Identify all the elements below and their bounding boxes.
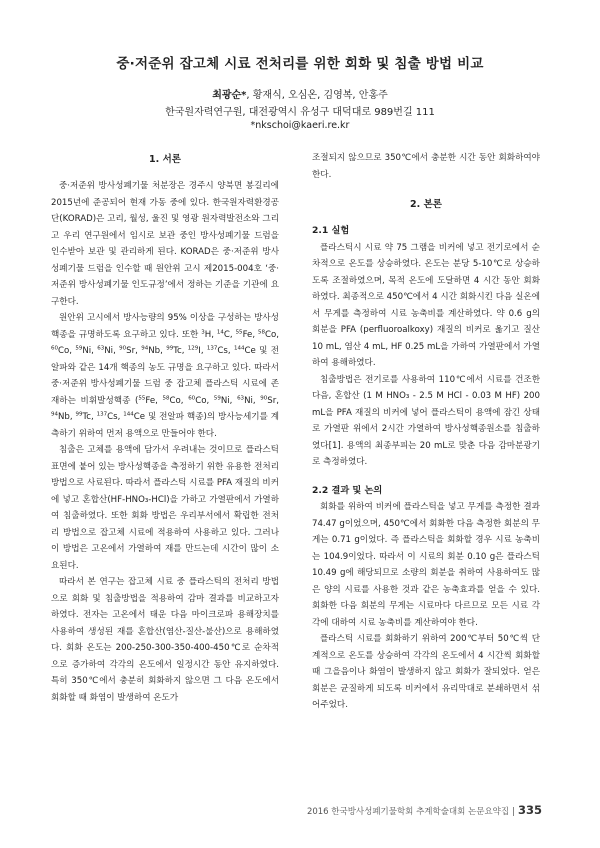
intro-paragraph-2 bbox=[51, 310, 279, 442]
nuclide: $^{59}$Ni bbox=[213, 395, 230, 406]
author-email: *nkschoi@kaeri.re.kr bbox=[250, 120, 350, 131]
intro-paragraph-2-text-a: 원안위 고시에서 방사능량의 95% 이상을 구성하는 방사성핵종을 규명하도록 요구하고 있다. 또한 bbox=[51, 313, 279, 340]
nuclide: $^{99}$Tc bbox=[166, 345, 182, 356]
nuclide: $^{94}$Nb bbox=[141, 345, 161, 356]
nuclide: $^{137}$Cs bbox=[96, 411, 118, 422]
intro-paragraph-4: 따라서 본 연구는 잡고체 시료 중 플라스틱의 전처리 방법으로 회화 및 침출방법을 적용하여 감마 결과를 비교하고자 하였다. 전자는 고온에서 태운 다음 마이크로파 용해장치를 사용하여 생성된 재를 혼합산(염산-질산-불산)으로 용해하였다. 회화 온도는 200-250-300-350-400-450℃로 순차적으로 증가하여 각각의 온도에서 일정시간 동안 유지하였다. 특히 350℃에서 충분히 회화하지 않으면 그 다음 온도에서 회화할 때 화염이 발생하여 온도가 bbox=[51, 577, 279, 703]
results-paragraph-1: 회화를 위하여 비커에 플라스틱을 넣고 무게를 측정한 결과 74.47 g이었으며, 450℃에서 회화한 다음 측정한 회분의 무게는 0.71 g이었다. 즉 플라스틱을 회화할 경우 시료 농축비는 104.9이었다. 따라서 이 시료의 회분 0.10 g은 플라스틱 10.49 g에 해당되므로 소량의 회분을 취하여 사용하여도 많은 양의 시료를 사용한 것과 같은 농축효과를 얻을 수 있다. 회화한 다음 회분의 무게는 시료마다 다르므로 모든 시료 각각에 대하여 시료 농축비를 계산하여야 한다. bbox=[312, 502, 540, 628]
nuclide: $^{90}$Sr bbox=[119, 345, 136, 356]
nuclide: $^{14}$C bbox=[216, 329, 230, 340]
nuclide: $^{99}$Tc bbox=[75, 411, 92, 422]
intro-paragraph-3: 침출은 고체를 용액에 담가서 우려내는 것이므로 플라스틱 표면에 붙어 있는 방사성핵종을 측정하기 위한 유용한 전처리 방법으로 사료된다. 따라서 플라스틱 시료를 PFA 재질의 비커에 넣고 혼합산(HF-HNO₃-HCl)을 가하고 가열판에서 가열하여 침출하였다. 또한 회화 방법은 우리부서에서 확립한 전처리 방법으로 잡고체 시료에 적용하여 사용하고 있다. 그러나 이 방법은 고온에서 가열하여 재를 만드는데 시간이 많이 소요된다. bbox=[51, 445, 280, 571]
nuclide: $^{60}$Co bbox=[51, 345, 70, 356]
nuclide-list-nonvolatile: $^{55}$Fe, $^{58}$Co, $^{60}$Co, $^{59}$Ni, $^{63}$Ni, $^{90}$Sr, $^{94}$Nb, $^{99}$Tc, $^{137}$Cs, $^{144}$Ce bbox=[51, 395, 280, 422]
footer-proceedings-title: 2016 한국방사성폐기물학회 추계학술대회 논문요약집 bbox=[306, 807, 510, 817]
intro-paragraph-4-continued: 조절되지 않으므로 350℃에서 충분한 시간 동안 회화하여야 한다. bbox=[312, 153, 540, 180]
nuclide: $^{55}$Fe bbox=[138, 395, 156, 406]
nuclide: $^{94}$Nb bbox=[51, 411, 70, 422]
nuclide-list-14: $^3$H, $^{14}$C, $^{55}$Fe, $^{58}$Co, $^{60}$Co, $^{59}$Ni, $^{63}$Ni, $^{90}$Sr, $^{94}$Nb, $^{99}$Tc, $^{129}$I, $^{137}$Cs, $^{144}$Ce bbox=[51, 329, 279, 356]
intro-paragraph-1: 중·저준위 방사성폐기물 처분장은 경주시 양북면 봉길리에 2015년에 준공되어 현재 가동 중에 있다. 한국원자력환경공단(KORAD)은 고리, 월성, 울진 및 영광 원자력발전소와 그리고 우리 연구원에서 임시로 보관 중인 방사성폐기물 드럼을 인수받아 보관 및 관리하게 된다. KORAD은 중·저준위 방사성폐기물 드럼을 인수할 때 원안위 고시 제2015-004호 ‘중·저준위 방사성폐기물 인도규정’에서 정하는 기준을 기관에 요구한다. bbox=[51, 181, 279, 307]
corresponding-author: 최광순* bbox=[212, 90, 247, 101]
right-column bbox=[312, 150, 540, 714]
co-authors: , 황재식, 오심온, 김영복, 안홍주 bbox=[246, 90, 388, 101]
nuclide: $^{63}$Ni bbox=[237, 395, 253, 406]
nuclide: $^{59}$Ni bbox=[75, 345, 92, 356]
page-footer bbox=[307, 803, 542, 817]
section-heading-introduction: 1. 서론 bbox=[149, 154, 181, 165]
results-paragraph-2: 플라스틱 시료를 회화하기 위하여 200℃부터 50℃씩 단계적으로 온도를 상승하여 각각의 온도에서 4 시간씩 회화할 때 그을음이나 화염이 발생하지 않고 회화가 잘되었다. 얻은 회분은 균질하게 되도록 비커에서 유리막대로 분쇄하면서 섞어주었다. bbox=[312, 634, 540, 710]
footer-separator: | bbox=[512, 807, 515, 817]
nuclide: $^{58}$Co bbox=[258, 329, 277, 340]
nuclide: $^{129}$I bbox=[187, 345, 201, 356]
experiment-paragraph-2: 침출방법은 전기로를 사용하여 110℃에서 시료를 건조한 다음, 혼합산 (1 M HNO₃ - 2.5 M HCl - 0.03 M HF) 200 mL을 PFA 재질의 비커에 넣어 플라스틱이 용액에 잠긴 상태로 가열판 위에서 2시간 가열하여 방사성핵종원소를 침출하였다[1]. 용액의 최종부피는 20 mL로 맞춘 다음 감마분광기로 측정하였다. bbox=[312, 374, 540, 467]
section-heading-main: 2. 본론 bbox=[410, 199, 442, 210]
author-list bbox=[0, 86, 600, 101]
nuclide: $^{137}$Cs bbox=[206, 345, 228, 356]
nuclide: $^{144}$Ce bbox=[123, 411, 146, 422]
nuclide: $^{58}$Co bbox=[162, 395, 181, 406]
subsection-heading-results: 2.2 결과 및 논의 bbox=[312, 484, 383, 496]
subsection-heading-experiment: 2.1 실험 bbox=[312, 225, 350, 236]
nuclide: $^{144}$Ce bbox=[233, 345, 256, 356]
left-column bbox=[51, 150, 279, 706]
intro-paragraph-2-text-b: 및 전알파와 같은 14개 핵종의 농도 규명을 요구하고 있다. 따라서 중·저준위 방사성폐기물 드럼 중 잡고체 플라스틱 시료에 존재하는 비휘발성핵종 ( bbox=[51, 346, 280, 406]
nuclide: $^{55}$Fe bbox=[235, 329, 253, 340]
nuclide: $^{63}$Ni bbox=[97, 345, 114, 356]
page-title: 중·저준위 잡고체 시료 전처리를 위한 회화 및 침출 방법 비교 bbox=[116, 56, 484, 72]
affiliation: 한국원자력연구원, 대전광역시 유성구 대덕대로 989번길 111 bbox=[165, 107, 435, 118]
intro-paragraph-2-text-c: 및 전알파 핵종)의 방사능세기를 계측하기 위하여 먼저 용액으로 만들어야 한다. bbox=[51, 412, 280, 439]
nuclide: $^{90}$Sr bbox=[260, 395, 277, 406]
nuclide: $^{60}$Co bbox=[188, 395, 207, 406]
experiment-paragraph-1: 플라스틱시 시료 약 75 그램을 비커에 넣고 전기로에서 순차적으로 온도를 상승하였다. 온도는 분당 5-10℃로 상승하도록 조절하였으며, 목적 온도에 도달하면 4 시간 동안 회화하였다. 최종적으로 450℃에서 4 시간 회화시킨 다음 실온에서 무게를 측정하여 시료 농축비를 계산하였다. 약 0.6 g의 회분을 PFA (perfluoroalkoxy) 재질의 비커로 옮기고 질산 10 mL, 염산 4 mL, HF 0.25 mL을 가하여 가열판에서 가열하여 용해하였다. bbox=[312, 242, 540, 368]
page-number: 335 bbox=[517, 803, 542, 817]
nuclide: $^3$H bbox=[201, 329, 212, 340]
